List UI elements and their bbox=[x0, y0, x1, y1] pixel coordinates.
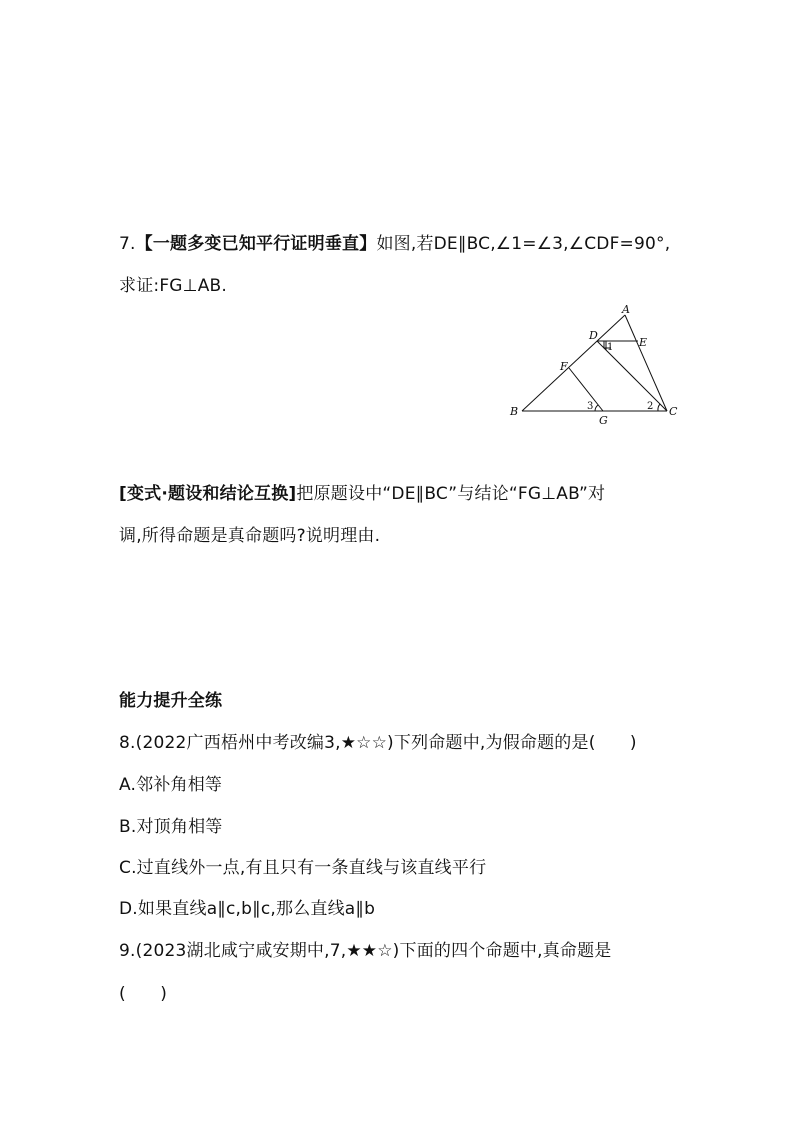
label-b: B bbox=[510, 405, 519, 418]
geometry-figure bbox=[505, 302, 685, 427]
q7-line1 bbox=[119, 233, 670, 255]
angle-mark-2 bbox=[658, 404, 660, 411]
variant-line1 bbox=[119, 483, 605, 505]
variant-text-line1: 把原题设中“DE∥BC”与结论“FG⊥AB”对 bbox=[296, 484, 606, 504]
variant-line2: 调,所得命题是真命题吗?说明理由. bbox=[119, 526, 381, 546]
segment-fg bbox=[569, 368, 603, 411]
q8-stem: 8.(2022广西梧州中考改编3,★☆☆)下列命题中,为假命题的是( ) bbox=[119, 733, 637, 753]
q7-line2: 求证:FG⊥AB. bbox=[119, 276, 227, 296]
q7-tag: 【一题多变已知平行证明垂直】 bbox=[135, 234, 377, 254]
q9-stem: 9.(2023湖北咸宁咸安期中,7,★★☆)下面的四个命题中,真命题是 bbox=[119, 941, 612, 961]
q8-option-a: A.邻补角相等 bbox=[119, 775, 223, 795]
segment-ab bbox=[522, 315, 625, 411]
angle-mark-3 bbox=[595, 405, 598, 411]
label-a: A bbox=[622, 303, 630, 316]
q8-option-c: C.过直线外一点,有且只有一条直线与该直线平行 bbox=[119, 858, 487, 878]
q7-number: 7. bbox=[119, 234, 136, 254]
q8-option-b: B.对顶角相等 bbox=[119, 817, 223, 837]
label-d: D bbox=[589, 329, 598, 342]
label-c: C bbox=[669, 405, 678, 418]
angle-label-3: 3 bbox=[587, 401, 594, 412]
q8-option-d: D.如果直线a∥c,b∥c,那么直线a∥b bbox=[119, 899, 376, 919]
label-e: E bbox=[639, 336, 648, 349]
angle-label-1: 1 bbox=[607, 342, 614, 353]
section-title: 能力提升全练 bbox=[119, 691, 223, 711]
variant-tag: [变式·题设和结论互换] bbox=[119, 484, 297, 504]
q7-text-line1: 如图,若DE∥BC,∠1=∠3,∠CDF=90°, bbox=[376, 234, 671, 254]
q9-answer-paren: ( ) bbox=[119, 984, 168, 1004]
label-f: F bbox=[560, 360, 568, 373]
angle-label-2: 2 bbox=[647, 401, 654, 412]
label-g: G bbox=[599, 414, 608, 427]
segment-ac bbox=[625, 315, 667, 411]
